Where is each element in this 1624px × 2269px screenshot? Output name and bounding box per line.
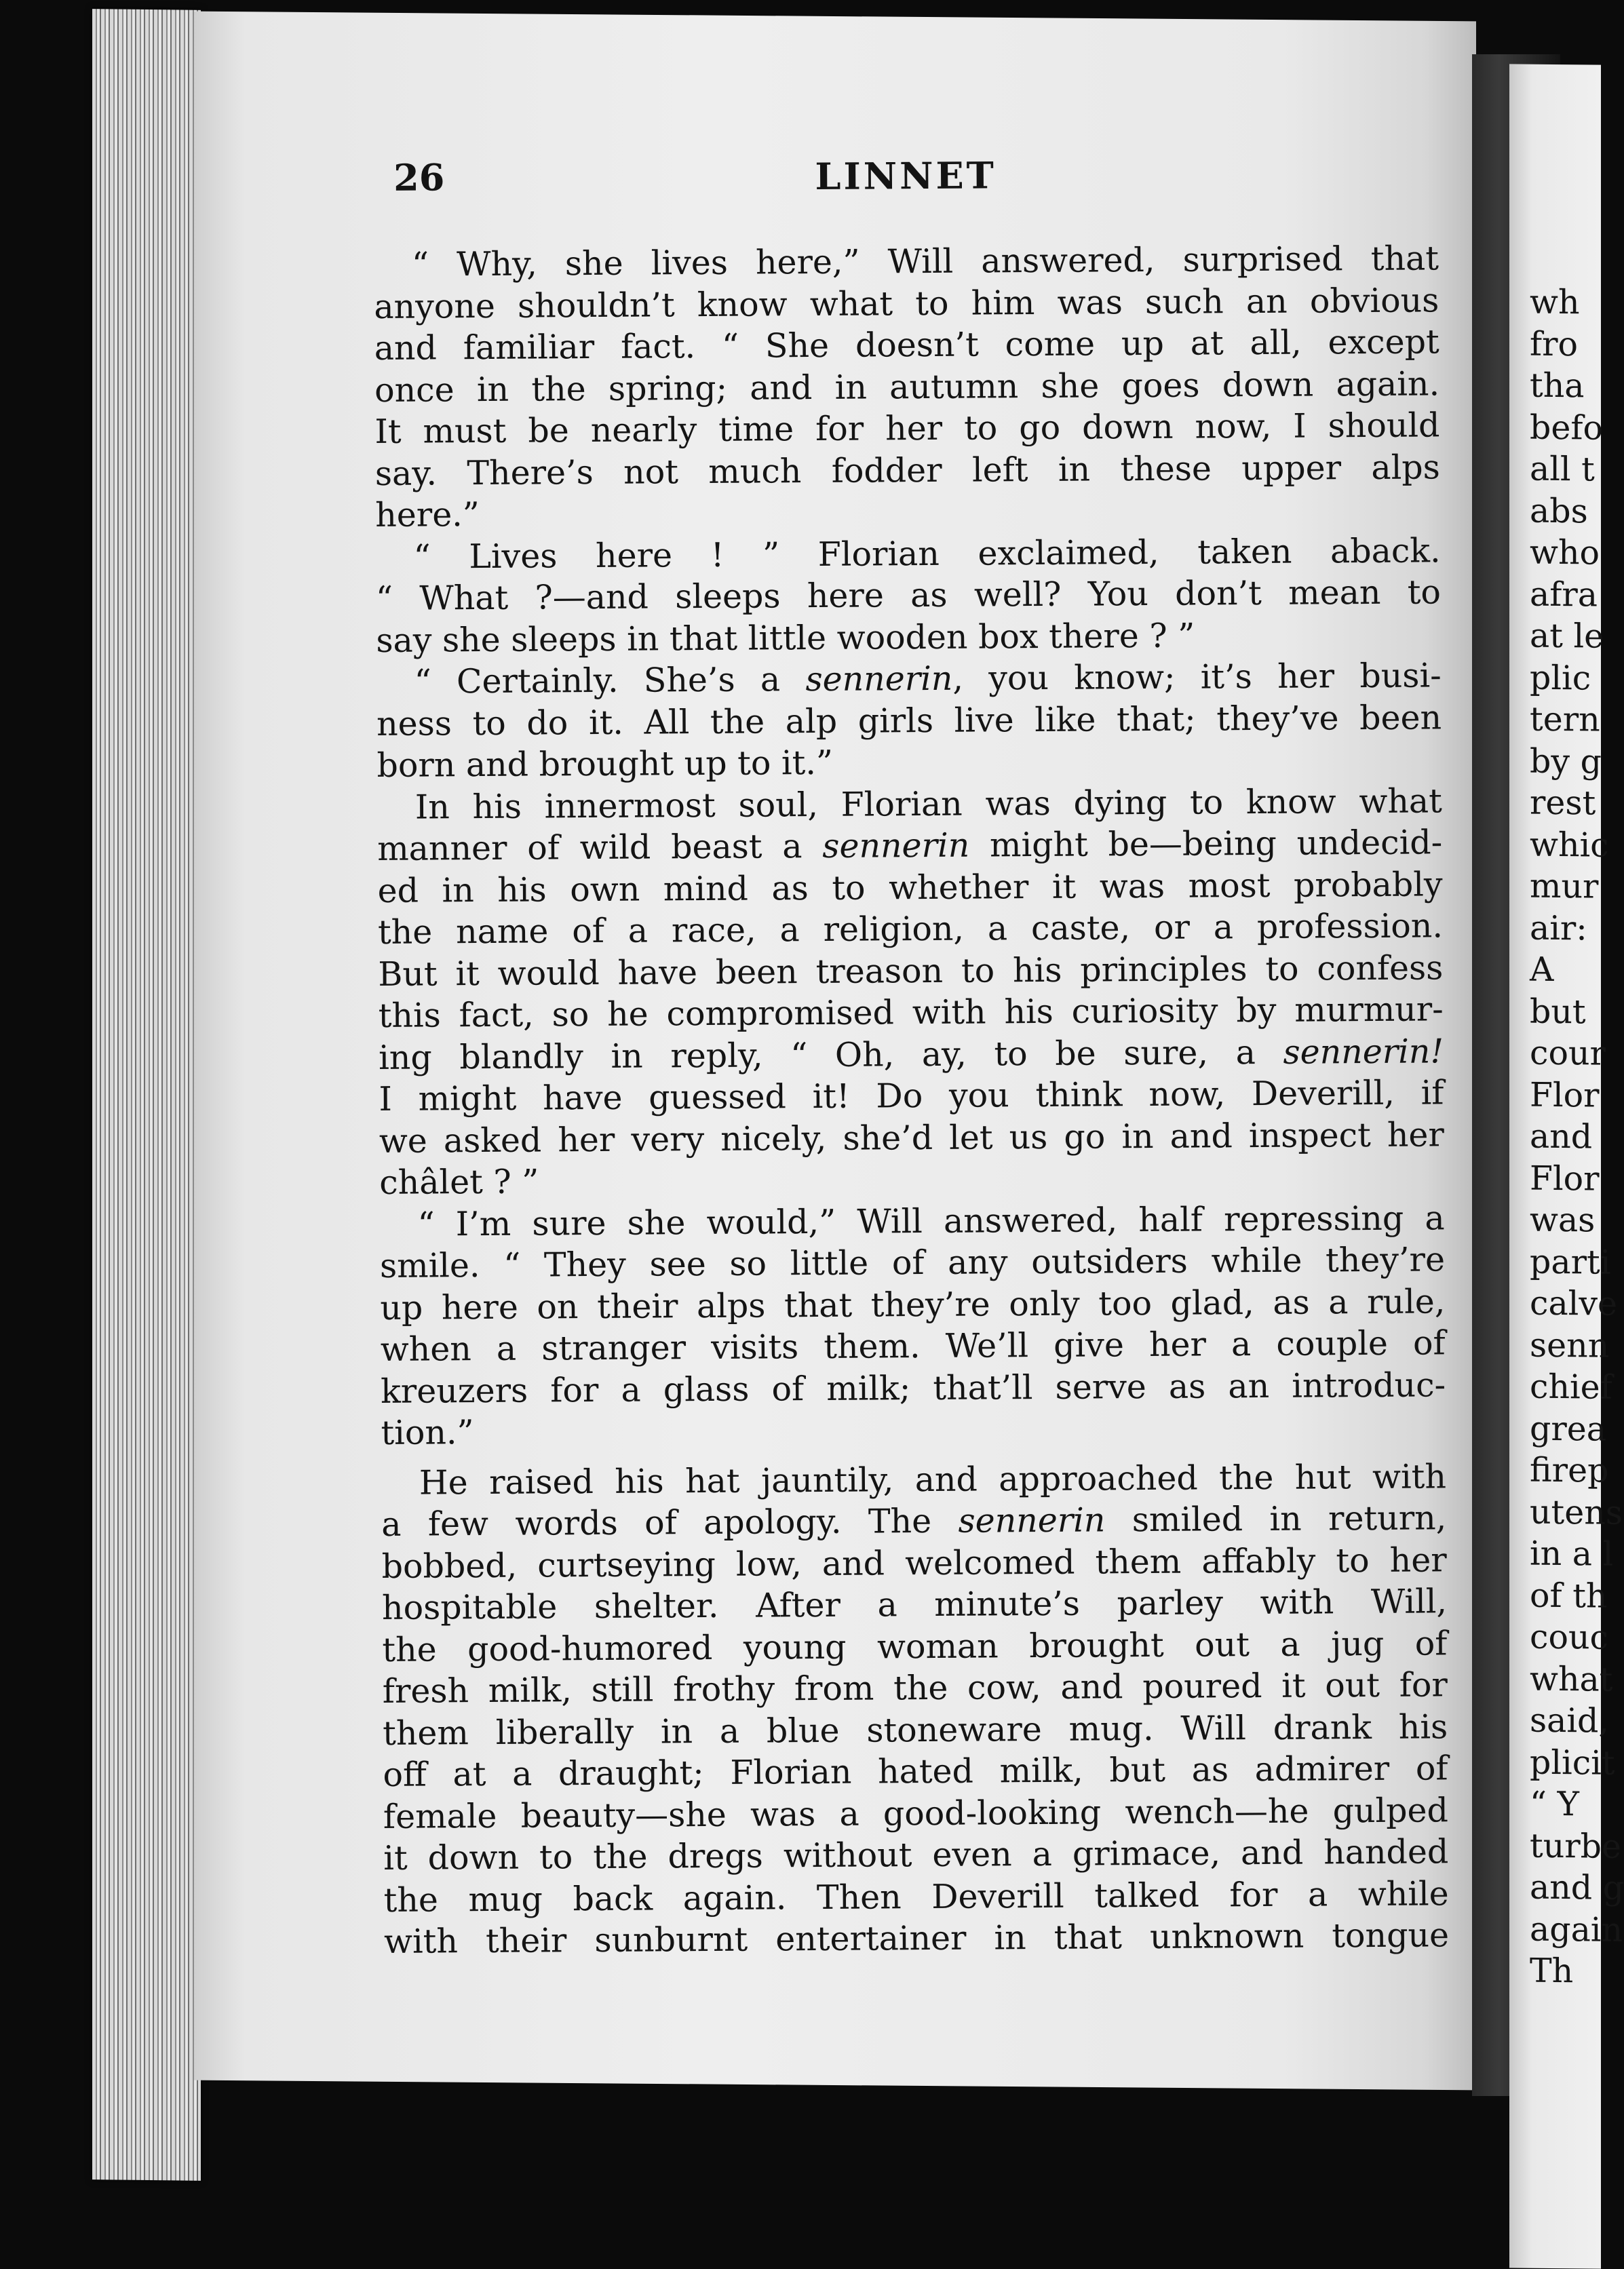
facing-line: tha bbox=[1530, 366, 1585, 406]
facing-line: Flor bbox=[1530, 1159, 1600, 1199]
text-line: born and brought up to it.” bbox=[376, 743, 834, 785]
text-line: In his innermost soul, Florian was dying to know what bbox=[414, 781, 1443, 827]
text-line: But it would have been treason to his principles to confess bbox=[378, 948, 1444, 994]
facing-line: who bbox=[1530, 532, 1600, 573]
text-line: say. There’s not much fodder left in these upper alps bbox=[374, 447, 1441, 493]
text-line: them liberally in a blue stoneware mug. Will drank his bbox=[383, 1707, 1448, 1753]
facing-line: said, bbox=[1530, 1701, 1609, 1741]
facing-line: was bbox=[1530, 1200, 1596, 1240]
text-run: smiled in return, bbox=[1105, 1498, 1447, 1540]
text-line: “ Why, she lives here,” Will answered, surprised that bbox=[411, 239, 1439, 284]
facing-line: but bbox=[1530, 992, 1586, 1031]
text-line: fresh milk, still frothy from the cow, and poured it out for bbox=[382, 1665, 1448, 1711]
text-run: might be—being undecid- bbox=[969, 823, 1443, 865]
italic-word: sennerin bbox=[958, 1500, 1106, 1540]
text-line: ness to do it. All the alp girls live like that; they’ve been bbox=[376, 697, 1442, 743]
facing-line: plicit bbox=[1530, 1743, 1615, 1783]
italic-word: sennerin! bbox=[1283, 1031, 1444, 1072]
facing-line: all t bbox=[1530, 449, 1595, 489]
text-line: the mug back again. Then Deverill talked for a while bbox=[383, 1874, 1449, 1920]
text-line: it down to the dregs without even a grimace, and handed bbox=[383, 1832, 1449, 1878]
text-line: It must be nearly time for her to go down now, I should bbox=[374, 406, 1440, 451]
text-run: “ Certainly. She’s a bbox=[414, 660, 806, 701]
facing-line: by g bbox=[1530, 741, 1602, 781]
text-line: we asked her very nicely, she’d let us go in and inspect her bbox=[379, 1114, 1445, 1161]
text-line: hospitable shelter. After a minute’s parley with Will, bbox=[381, 1582, 1448, 1627]
page-edges bbox=[92, 9, 201, 2181]
text-line: I might have guessed it! Do you think now, Deverill, if bbox=[379, 1073, 1444, 1119]
facing-line: firep bbox=[1530, 1450, 1609, 1490]
facing-line: whic bbox=[1530, 825, 1609, 865]
text-line: tion.” bbox=[381, 1413, 474, 1452]
text-line: female beauty—she was a good-looking wench—he gulped bbox=[383, 1790, 1449, 1836]
facing-page bbox=[1509, 64, 1624, 2268]
facing-line: afra bbox=[1530, 575, 1598, 615]
page-content bbox=[373, 149, 1449, 1962]
facing-line: Flor bbox=[1530, 1075, 1600, 1115]
text-line bbox=[377, 821, 1442, 870]
facing-line: fro bbox=[1530, 324, 1579, 364]
running-title: LINNET bbox=[815, 153, 997, 199]
facing-line: and bbox=[1530, 1117, 1593, 1157]
italic-word: sennerin bbox=[805, 659, 953, 699]
facing-page-text bbox=[1530, 282, 1624, 1993]
facing-line: chief bbox=[1530, 1367, 1612, 1407]
text-line: bobbed, curtseying low, and welcomed them affably to her bbox=[381, 1540, 1447, 1586]
facing-line: wh bbox=[1530, 282, 1580, 322]
facing-line: Th bbox=[1530, 1951, 1574, 1991]
facing-line: what bbox=[1530, 1659, 1613, 1699]
text-line: the good-humored young woman brought out a jug of bbox=[382, 1623, 1448, 1669]
facing-line: air: bbox=[1530, 908, 1587, 948]
text-line: when a stranger visits them. We’ll give her a couple of bbox=[380, 1323, 1446, 1369]
facing-line: tern bbox=[1530, 699, 1600, 739]
text-line: once in the spring; and in autumn she goes down again. bbox=[374, 364, 1440, 410]
text-line: châlet ? ” bbox=[379, 1162, 539, 1202]
text-run: manner of wild beast a bbox=[377, 826, 823, 868]
text-line: “ I’m sure she would,” Will answered, half repressing a bbox=[417, 1198, 1445, 1244]
body-text bbox=[374, 237, 1449, 1962]
text-line bbox=[376, 655, 1442, 703]
facing-line: again bbox=[1530, 1909, 1623, 1950]
facing-line: of th bbox=[1530, 1576, 1608, 1616]
facing-line: mur bbox=[1530, 866, 1599, 906]
facing-line: “ Y bbox=[1530, 1784, 1579, 1824]
page-number: 26 bbox=[393, 155, 445, 199]
text-line: ed in his own mind as to whether it was most probably bbox=[377, 864, 1443, 910]
text-line bbox=[381, 1497, 1446, 1545]
text-line: the name of a race, a religion, a caste, or a profession. bbox=[377, 906, 1444, 952]
running-head bbox=[373, 149, 1439, 217]
facing-line: at le bbox=[1530, 616, 1604, 656]
text-run: a few words of apology. The bbox=[381, 1501, 959, 1544]
text-line: here.” bbox=[375, 495, 480, 535]
facing-line: senn bbox=[1530, 1325, 1610, 1365]
text-line bbox=[379, 1030, 1444, 1079]
facing-line: and g bbox=[1530, 1867, 1624, 1907]
text-line: and familiar fact. “ She doesn’t come up at all, except bbox=[374, 322, 1439, 368]
facing-line: grea bbox=[1530, 1409, 1607, 1449]
text-line: say she sleeps in that little wooden box there ? ” bbox=[376, 616, 1195, 660]
text-line: “ Lives here ! ” Florian exclaimed, taken aback. bbox=[413, 530, 1441, 577]
text-line: this fact, so he compromised with his curiosity by murmur- bbox=[378, 990, 1444, 1035]
text-run: ing blandly in reply, “ Oh, ay, to be sure, a bbox=[378, 1032, 1283, 1077]
text-line: off at a draught; Florian hated milk, but as admirer of bbox=[383, 1749, 1448, 1794]
text-line: with their sunburnt entertainer in that unknown tongue bbox=[383, 1916, 1450, 1961]
text-line: smile. “ They see so little of any outsiders while they’re bbox=[379, 1240, 1446, 1285]
text-run: , you know; it’s her busi- bbox=[952, 656, 1442, 698]
text-line: kreuzers for a glass of milk; that’ll serve as an introduc- bbox=[380, 1365, 1446, 1411]
facing-line: cour bbox=[1530, 1033, 1606, 1073]
facing-line: in a l bbox=[1530, 1534, 1614, 1574]
facing-line: turbe bbox=[1530, 1826, 1622, 1866]
facing-line: plic bbox=[1530, 658, 1591, 697]
facing-line: parti bbox=[1530, 1242, 1611, 1282]
facing-line: abs bbox=[1530, 491, 1588, 530]
facing-line: couc bbox=[1530, 1617, 1608, 1657]
text-line: anyone shouldn’t know what to him was such an obvious bbox=[374, 280, 1439, 326]
facing-line: utens bbox=[1530, 1492, 1623, 1532]
text-line: “ What ?—and sleeps here as well? You don’t mean to bbox=[375, 573, 1442, 618]
text-line: He raised his hat jauntily, and approached the hut with bbox=[419, 1456, 1447, 1502]
facing-line: A bbox=[1530, 950, 1554, 989]
facing-line: calve bbox=[1530, 1283, 1618, 1323]
facing-line: rest bbox=[1530, 783, 1596, 823]
facing-line: befo bbox=[1530, 408, 1604, 448]
text-line: up here on their alps that they’re only too glad, as a rule, bbox=[380, 1281, 1446, 1327]
italic-word: sennerin bbox=[822, 826, 970, 866]
